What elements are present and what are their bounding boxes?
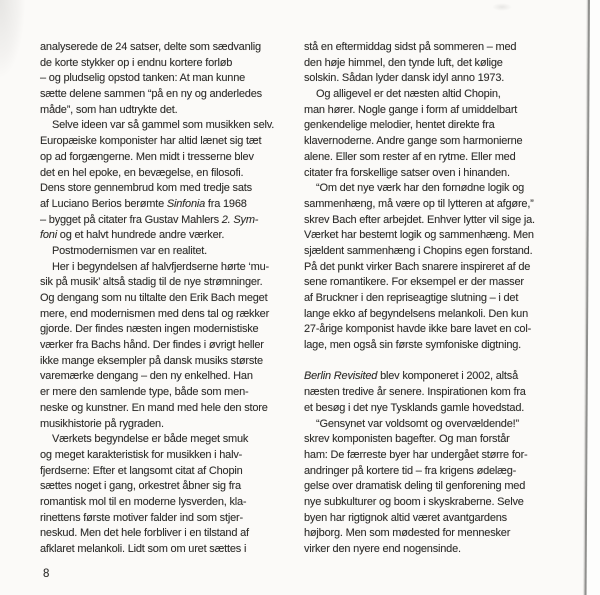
paragraph (40, 244, 302, 260)
text-line: nye subkulturer og boom i skyskraberne. Selve (304, 495, 524, 508)
paragraph (40, 260, 302, 433)
italic-text-run: Sinfonia (166, 197, 206, 210)
page-number: 8 (43, 568, 50, 580)
text-line (40, 197, 302, 213)
text-line: Her i begyndelsen af halvfjerdserne hørte ‘mu- (52, 260, 270, 273)
text-line: sik på musik’ altså stadig til de nye strømninger. (40, 276, 263, 289)
text-run: – bygget på citater fra Gustav Mahlers (40, 213, 222, 226)
text-line: ikke mange eksempler på dansk musiks største (40, 354, 263, 367)
text-line: citater fra forskellige satser oven i hinanden. (304, 166, 510, 179)
text-line: ham: De færreste byer har undergået større for- (304, 448, 528, 461)
text-line: musikhistorie på rygraden. (40, 417, 164, 430)
text-line: sætte delene sammen “på en ny og anderledes (40, 88, 262, 101)
paragraph (304, 87, 566, 181)
italic-text-run: foni (40, 229, 57, 242)
text-line: klavernoderne. Andre gange som harmonierne (304, 135, 523, 148)
scan-smudge (492, 3, 512, 11)
text-line: 27-årige komponist havde ikke bare lavet en col- (304, 323, 532, 336)
text-line: og meget karakteristisk for musikken i halv- (40, 448, 243, 461)
page-edge-shadow (585, 0, 600, 595)
italic-text-run: Berlin Revisited (304, 370, 378, 383)
text-line: sammenhæng, må være op til lytteren at afgøre,” (304, 197, 534, 210)
text-line: Postmodernismen var en realitet. (52, 244, 208, 257)
text-line: solskin. Sådan lyder dansk idyl anno 1973. (304, 72, 505, 85)
text-line: varemærke dengang – den ny enkelhed. Han (40, 370, 253, 383)
text-line: “Gensynet var voldsomt og overvældende!” (316, 417, 519, 430)
text-column-right (304, 40, 566, 558)
text-line: er mere den samlende type, både som men- (40, 386, 249, 399)
paragraph (304, 181, 566, 354)
paragraph (304, 417, 566, 558)
text-line: måde”, som han udtrykte det. (40, 103, 178, 116)
text-line: stå en eftermiddag sidst på sommeren – med (304, 41, 517, 53)
text-line: “Om det nye værk har den fornødne logik og (316, 182, 525, 195)
text-line: Værket har bestemt logik og sammenhæng. Men (304, 229, 534, 242)
text-line: den høje himmel, den tynde luft, det kølige (304, 56, 503, 69)
text-line: skrev Bach efter arbejdet. Enhver lytter vil sige ja. (304, 213, 535, 226)
text-line: lange ekko af begyndelsens melankoli. Den kun (304, 307, 528, 320)
text-line (40, 228, 302, 244)
text-line: På det punkt virker Bach snarere inspireret af de (304, 260, 531, 273)
text-line: afklaret melankoli. Lidt som om uret sættes i (40, 543, 247, 555)
text-line: byen har rigtignok altid været avantgardens (304, 511, 507, 524)
text-line: virker den nyere end nogensinde. (304, 543, 461, 555)
text-run: blev komponeret i 2002, altså (377, 370, 518, 383)
text-line: neske og kunstner. En mand med hele den store (40, 401, 268, 414)
text-line: Selve ideen var så gammel som musikken selv. (52, 119, 275, 132)
text-run: og et halvt hundrede andre værker. (56, 229, 225, 242)
paragraph (40, 432, 302, 558)
text-line: næsten tredive år senere. Inspirationen kom fra (304, 386, 526, 399)
text-line: sjældent sammenhæng i Chopins egen forstand. (304, 244, 533, 257)
text-line: Værkets begyndelse er både meget smuk (52, 433, 249, 446)
paragraph (304, 369, 566, 416)
text-run: fra 1968 (205, 197, 247, 210)
text-column-left (40, 40, 302, 558)
text-line: Europæiske komponister har altid lænet sig tæt (40, 135, 262, 148)
text-line: af Bruckner i den repriseagtige slutning – i det (304, 292, 519, 304)
text-line: analyserede de 24 satser, delte som sædvanlig (40, 41, 261, 53)
text-line: man hører. Nogle gange i form af umiddelbart (304, 103, 518, 116)
text-line: gelse over dramatisk deling til genforening med (304, 480, 526, 493)
scan-corner-shadow (0, 0, 26, 110)
text-line: værker fra Bachs hånd. Der findes i øvrigt heller (40, 339, 264, 352)
text-line: rinettens første motiver falder ind som stjer- (40, 511, 243, 524)
text-line: sene romantikere. For eksempel er der masser (304, 276, 524, 289)
text-line: lage, men også sin første symfoniske digtning. (304, 339, 522, 352)
text-line: de korte stykker op i endnu kortere forløb (40, 56, 233, 69)
text-line: Og dengang som nu tiltalte den Erik Bach meget (40, 292, 268, 304)
text-line: andringer på kortere tid – fra krigens ødelæg- (304, 464, 517, 477)
paragraph (40, 40, 302, 118)
text-line: Dens store gennembrud kom med tredje sats (40, 182, 252, 195)
text-line: genkendelige melodier, hentet direkte fra (304, 119, 495, 132)
text-line: alene. Eller som rester af en rytme. Eller med (304, 150, 516, 163)
text-line (304, 369, 566, 385)
text-line (40, 213, 302, 229)
text-line: mere, end modernismen med dens tal og rækker (40, 307, 270, 320)
text-line: – og pludselig opstod tanken: At man kunne (40, 72, 246, 85)
paragraph (40, 118, 302, 244)
text-run: af Luciano Berios berømte (40, 197, 167, 210)
text-line: et besøg i det nye Tysklands gamle hovedstad. (304, 401, 525, 414)
text-line: højborg. Men som mødested for mennesker (304, 527, 511, 540)
text-line: skrev komponisten bagefter. Og man forstår (304, 433, 510, 446)
text-line: Og alligevel er det næsten altid Chopin, (316, 88, 501, 101)
text-line: op ad forgængerne. Men midt i tresserne blev (40, 150, 254, 163)
text-line: det en hel epoke, en bevægelse, en filosofi. (40, 166, 244, 179)
text-line: gjorde. Der findes næsten ingen modernistiske (40, 323, 259, 336)
text-line: neskud. Men det hele forbliver i en tilstand af (40, 527, 249, 540)
text-line: fjerdserne: Efter et langsomt citat af Chopin (40, 464, 243, 477)
text-line: romantisk mol til en moderne lysverden, kla- (40, 495, 247, 508)
text-line: sættes noget i gang, orkestret åbner sig fra (40, 480, 241, 493)
italic-text-run: 2. Sym- (221, 213, 259, 226)
paragraph (304, 40, 566, 87)
